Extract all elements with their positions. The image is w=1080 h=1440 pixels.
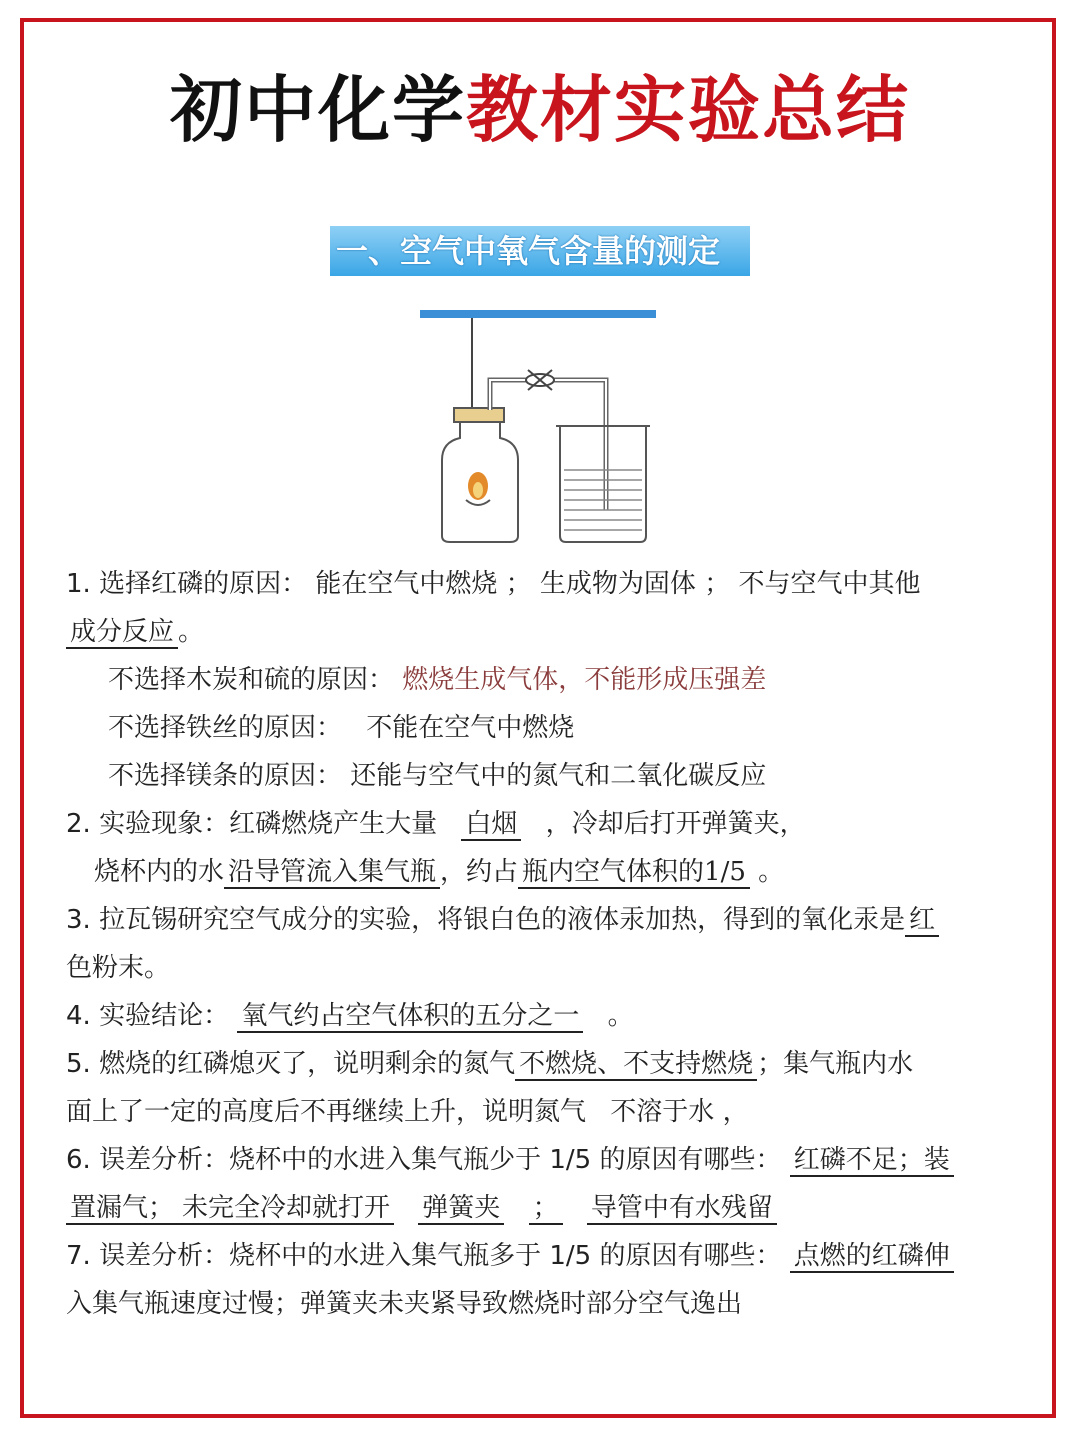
q1-sep-2: ；: [704, 569, 731, 599]
q5-answer-1: 不燃烧、不支持燃烧: [515, 1049, 757, 1081]
q1d-line: [66, 752, 1016, 800]
q2-answer-1: 白烟: [461, 809, 521, 841]
beaker: [556, 426, 650, 542]
q5b-answer: 不溶于水: [610, 1097, 715, 1127]
q6-prefix: 6. 误差分析：烧杯中的水进入集气瓶少于 1/5 的原因有哪些：: [66, 1145, 782, 1175]
q1b-line: [66, 656, 1016, 704]
q6-line1: [66, 1136, 1016, 1184]
q2b-answer-2: 瓶内空气体积的1/5: [518, 857, 750, 889]
q2-line1: [66, 800, 1016, 848]
q5-prefix: 5. 燃烧的红磷熄灭了，说明剩余的氮气: [66, 1049, 516, 1079]
q7-answer-1: 点燃的红磷伸: [790, 1241, 954, 1273]
title-part-black: 初中化学: [169, 68, 466, 152]
q5b-end: ，: [722, 1097, 749, 1127]
q7-line2: [66, 1280, 1016, 1328]
q2-prefix: 2. 实验现象：红磷燃烧产生大量: [66, 809, 438, 839]
q1b-answer: 燃烧生成气体，不能形成压强差: [402, 665, 767, 695]
q1-line1: [66, 560, 1016, 608]
q2-mid: ，冷却后打开弹簧夹，: [545, 809, 806, 839]
q4-end: 。: [607, 1001, 634, 1031]
q5b-prefix: 面上了一定的高度后不再继续上升，说明氮气: [66, 1097, 587, 1127]
q1c-prefix: 不选择铁丝的原因：: [108, 713, 343, 743]
q5-mid: ；集气瓶内水: [757, 1049, 914, 1079]
title-part-red: 教材实验总结: [466, 68, 911, 152]
q7-prefix: 7. 误差分析：烧杯中的水进入集气瓶多于 1/5 的原因有哪些：: [66, 1241, 782, 1271]
section-heading: 一、空气中氧气含量的测定: [330, 226, 750, 276]
q6b-answer-4: 导管中有水残留: [587, 1193, 777, 1225]
q1b-prefix: 不选择木炭和硫的原因：: [108, 665, 395, 695]
q5-line1: [66, 1040, 1016, 1088]
q3-line2: [66, 944, 1016, 992]
q7-line1: [66, 1232, 1016, 1280]
apparatus-diagram: [420, 310, 660, 550]
q4-prefix: 4. 实验结论：: [66, 1001, 230, 1031]
q1-end: 。: [178, 617, 205, 647]
page-title: [0, 52, 1080, 156]
q5-line2: [66, 1088, 1016, 1136]
q3b-text: 色粉末。: [66, 953, 171, 983]
q4-line: [66, 992, 1016, 1040]
experiment-notes: [66, 560, 1016, 1328]
q1c-answer: 不能在空气中燃烧: [366, 713, 575, 743]
q6-line2: [66, 1184, 1016, 1232]
q2-line2: [66, 848, 1016, 896]
support-plate: [420, 310, 656, 318]
q1d-answer: 还能与空气中的氮气和二氧化碳反应: [350, 761, 767, 791]
q6b-answer-2: 未完全冷却就打开: [178, 1193, 394, 1225]
q3-text: 3. 拉瓦锡研究空气成分的实验，将银白色的液体汞加热，得到的氧化汞是: [66, 905, 906, 935]
q6-answer-1: 红磷不足；装: [790, 1145, 954, 1177]
q4-answer: 氧气约占空气体积的五分之一: [237, 1001, 583, 1033]
q6b-sep: ；: [529, 1193, 563, 1225]
q1-answer-3: 不与空气中其他: [738, 569, 921, 599]
q1-prefix: 1. 选择红磷的原因：: [66, 569, 308, 599]
q2b-end: 。: [758, 857, 785, 887]
q6b-answer-3: 弹簧夹: [418, 1193, 504, 1225]
q2b-answer-1: 沿导管流入集气瓶: [224, 857, 440, 889]
q1-answer-1: 能在空气中燃烧: [315, 569, 498, 599]
q1c-line: [66, 704, 1016, 752]
flame-icon: [466, 472, 490, 505]
q1-line2: [66, 608, 1016, 656]
spring-clamp: [526, 370, 554, 390]
q2b-mid: ，约占: [440, 857, 519, 887]
q3-answer: 红: [905, 905, 939, 937]
q1-sep-1: ；: [505, 569, 532, 599]
q6b-answer-1: 置漏气；: [66, 1193, 178, 1225]
q7b-answer: 入集气瓶速度过慢；弹簧夹未夹紧导致燃烧时部分空气逸出: [66, 1289, 743, 1319]
q3-line1: [66, 896, 1016, 944]
q1d-prefix: 不选择镁条的原因：: [108, 761, 343, 791]
q2b-prefix: 烧杯内的水: [94, 857, 225, 887]
q1-answer-2: 生成物为固体: [539, 569, 696, 599]
q1-answer-3b: 成分反应: [66, 617, 178, 649]
